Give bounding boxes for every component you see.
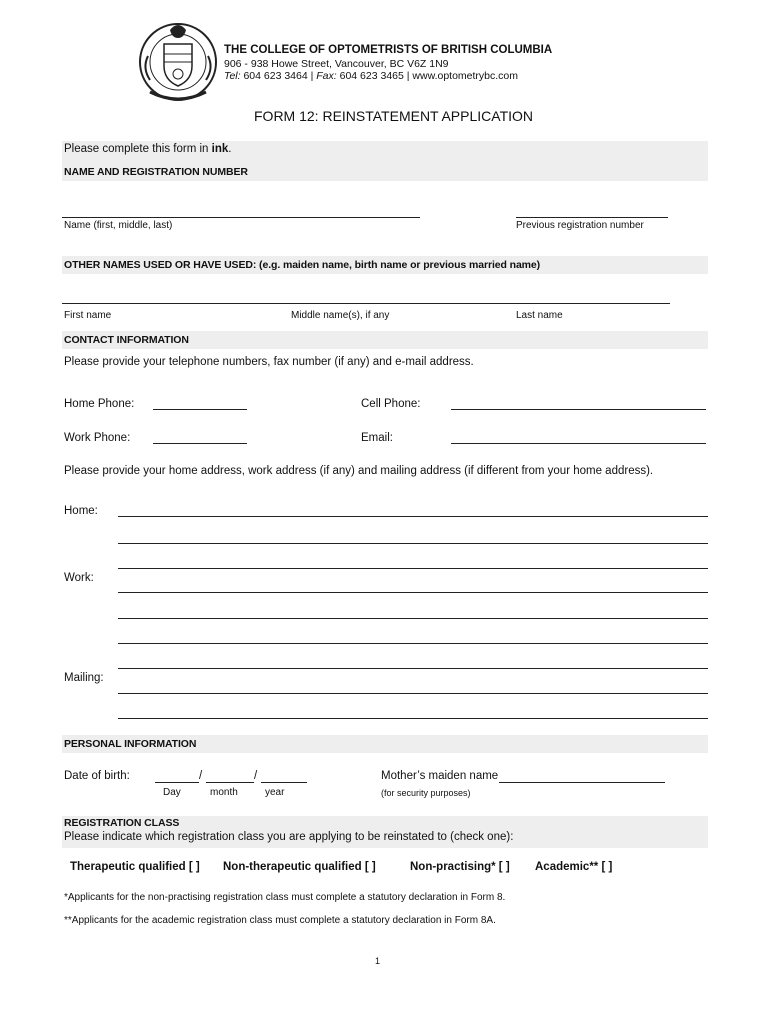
- note-academic: **Applicants for the academic registration class must complete a statutory declaration in Form 8A.: [64, 915, 496, 926]
- first-name-label: First name: [64, 310, 112, 321]
- option-academic[interactable]: Academic** [ ]: [535, 861, 613, 873]
- contact-address-instructions: Please provide your home address, work address (if any) and mailing address (if different from your home address).: [64, 465, 654, 477]
- cell-phone-label: Cell Phone:: [361, 398, 421, 410]
- dob-month-field[interactable]: [206, 782, 254, 783]
- middle-name-label: Middle name(s), if any: [291, 310, 390, 321]
- work-address-line-3[interactable]: [118, 643, 708, 644]
- org-contact: Tel: 604 623 3464 | Fax: 604 623 3465 | www.optometrybc.com: [224, 70, 519, 82]
- section-personal-heading: PERSONAL INFORMATION: [64, 738, 197, 750]
- work-phone-field[interactable]: [153, 443, 247, 444]
- dob-separator-1: /: [199, 770, 203, 782]
- home-address-label: Home:: [64, 505, 98, 517]
- registration-instructions: Please indicate which registration class you are applying to be reinstated to (check one):: [64, 831, 514, 843]
- college-crest-logo: [136, 16, 220, 104]
- home-address-line-1[interactable]: [118, 516, 708, 517]
- name-label: Name (first, middle, last): [64, 220, 173, 231]
- dob-day-label: Day: [163, 787, 181, 798]
- form-title: FORM 12: REINSTATEMENT APPLICATION: [254, 108, 534, 124]
- org-address: 906 - 938 Howe Street, Vancouver, BC V6Z 1N9: [224, 58, 449, 70]
- section-name-heading: NAME AND REGISTRATION NUMBER: [64, 166, 248, 178]
- email-field[interactable]: [451, 443, 706, 444]
- dob-month-label: month: [210, 787, 238, 798]
- work-phone-label: Work Phone:: [64, 432, 131, 444]
- security-purposes-note: (for security purposes): [381, 788, 471, 798]
- cell-phone-field[interactable]: [451, 409, 706, 410]
- dob-day-field[interactable]: [155, 782, 199, 783]
- mailing-address-label: Mailing:: [64, 672, 104, 684]
- intro-text: Please complete this form in ink.: [64, 143, 232, 155]
- mailing-address-line-3[interactable]: [118, 718, 708, 719]
- work-address-label: Work:: [64, 572, 94, 584]
- other-names-field[interactable]: [62, 303, 670, 304]
- option-non-therapeutic-qualified[interactable]: Non-therapeutic qualified [ ]: [223, 861, 376, 873]
- home-address-line-3[interactable]: [118, 568, 708, 569]
- note-non-practising: *Applicants for the non-practising registration class must complete a statutory declaration in Form 8.: [64, 892, 506, 903]
- dob-year-label: year: [265, 787, 285, 798]
- home-phone-label: Home Phone:: [64, 398, 135, 410]
- dob-separator-2: /: [254, 770, 258, 782]
- page-number: 1: [375, 956, 381, 966]
- option-non-practising[interactable]: Non-practising* [ ]: [410, 861, 510, 873]
- mailing-address-line-1[interactable]: [118, 668, 708, 669]
- option-therapeutic-qualified[interactable]: Therapeutic qualified [ ]: [70, 861, 200, 873]
- section-registration-heading: REGISTRATION CLASS: [64, 817, 180, 829]
- dob-year-field[interactable]: [261, 782, 307, 783]
- section-contact-heading: CONTACT INFORMATION: [64, 334, 189, 346]
- previous-registration-label: Previous registration number: [516, 220, 644, 231]
- date-of-birth-label: Date of birth:: [64, 770, 130, 782]
- previous-registration-field[interactable]: [516, 217, 668, 218]
- home-address-line-2[interactable]: [118, 543, 708, 544]
- home-phone-field[interactable]: [153, 409, 247, 410]
- email-label: Email:: [361, 432, 393, 444]
- work-address-line-1[interactable]: [118, 592, 708, 593]
- work-address-line-2[interactable]: [118, 618, 708, 619]
- mothers-maiden-name-label: Mother’s maiden name: [381, 770, 499, 782]
- org-name: THE COLLEGE OF OPTOMETRISTS OF BRITISH COLUMBIA: [224, 44, 553, 56]
- mothers-maiden-name-field[interactable]: [499, 782, 665, 783]
- mailing-address-line-2[interactable]: [118, 693, 708, 694]
- section-other-names-heading: OTHER NAMES USED OR HAVE USED: (e.g. maiden name, birth name or previous married name): [64, 259, 541, 271]
- contact-phone-instructions: Please provide your telephone numbers, fax number (if any) and e-mail address.: [64, 356, 474, 368]
- name-field[interactable]: [62, 217, 420, 218]
- last-name-label: Last name: [516, 310, 563, 321]
